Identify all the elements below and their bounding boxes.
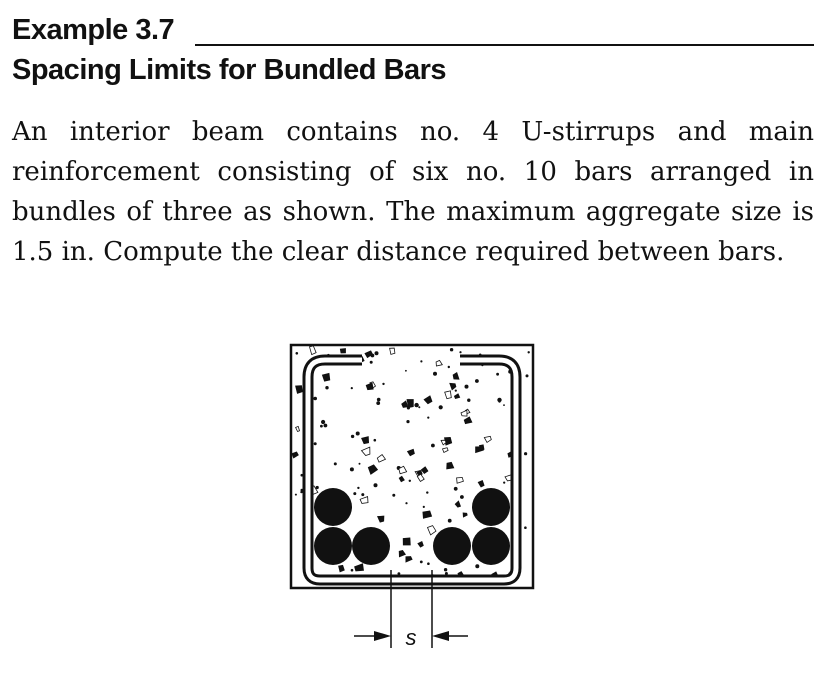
bar-right-top [472,488,510,526]
aggregate-speck [357,487,359,489]
aggregate-speck [503,482,505,484]
aggregate-speck [503,404,505,406]
aggregate-speck [324,424,328,428]
problem-statement: An interior beam contains no. 4 U-stirrups and main reinforcement consisting of six no. 10 bars arranged in bundles of three as shown. The maximum aggregate size is 1.5 in. Compute the clear distance required between bars. [12,117,814,267]
aggregate-speck [475,564,479,568]
aggregate-speck [371,354,375,358]
example-label: Example 3.7 [12,14,175,46]
aggregate-speck [414,403,418,407]
aggregate-speck [351,387,353,389]
aggregate-speck [296,352,299,355]
aggregate-speck [359,463,361,465]
aggregate-speck [409,480,411,482]
aggregate-speck [524,452,527,455]
aggregate-speck [426,491,428,493]
bar-left-bottom-outer [314,527,352,565]
aggregate-speck [427,562,430,565]
example-title: Spacing Limits for Bundled Bars [12,54,447,86]
aggregate-speck [454,487,458,491]
aggregate-speck [356,432,360,436]
aggregate-speck [448,519,452,523]
aggregate-speck [403,538,410,545]
aggregate-speck [465,385,469,389]
aggregate-speck [448,366,450,368]
bar-right-bottom-inner [433,527,471,565]
dimension-arrow-left [354,631,391,641]
aggregate-speck [459,351,461,353]
aggregate-speck [374,483,378,487]
beam-cross-section-diagram [270,330,560,660]
aggregate-speck [351,435,354,438]
aggregate-speck [420,561,423,564]
aggregate-speck [526,374,529,377]
aggregate-speck [431,444,435,448]
aggregate-speck [455,390,457,392]
aggregate-speck [350,467,354,471]
aggregate-speck [351,569,354,572]
aggregate-speck [325,386,328,389]
aggregate-speck [467,399,470,402]
aggregate-speck [498,400,500,402]
bar-left-bottom-inner [352,527,390,565]
aggregate-speck [370,361,373,364]
aggregate-speck [340,349,345,353]
aggregate-speck [418,406,420,408]
aggregate-speck [524,526,527,529]
aggregate-speck [376,401,380,405]
aggregate-speck [375,351,379,355]
aggregate-speck [321,420,325,424]
aggregate-speck [433,372,437,376]
aggregate-speck [496,373,499,376]
aggregate-speck [295,494,297,496]
aggregate-speck [300,491,302,493]
bar-left-top [314,488,352,526]
aggregate-speck [405,502,407,504]
example-heading [12,14,814,54]
aggregate-speck [314,442,317,445]
aggregate-speck [313,397,317,401]
aggregate-speck [320,425,323,428]
aggregate-speck [450,348,453,351]
beam-cross-section-figure [270,330,560,660]
aggregate-speck [475,379,479,383]
aggregate-speck [361,493,364,496]
aggregate-speck [423,506,425,508]
aggregate-speck [392,494,395,497]
dimension-arrow-right [432,631,468,641]
aggregate-speck [460,495,464,499]
aggregate-speck [528,351,530,353]
aggregate-speck [377,398,381,402]
aggregate-speck [374,439,377,442]
aggregate-speck [427,417,429,419]
aggregate-speck [334,462,337,465]
heading-rule [195,44,814,46]
aggregate-speck [444,568,447,571]
aggregate-speck [382,383,384,385]
aggregate-speck [406,420,409,423]
aggregate-speck [405,370,407,372]
bar-right-bottom-outer [472,527,510,565]
aggregate-speck [420,360,422,362]
spacing-label: s [405,625,417,650]
aggregate-speck [353,492,356,495]
aggregate-speck [339,565,345,572]
aggregate-speck [390,348,395,354]
aggregate-speck [439,405,443,409]
